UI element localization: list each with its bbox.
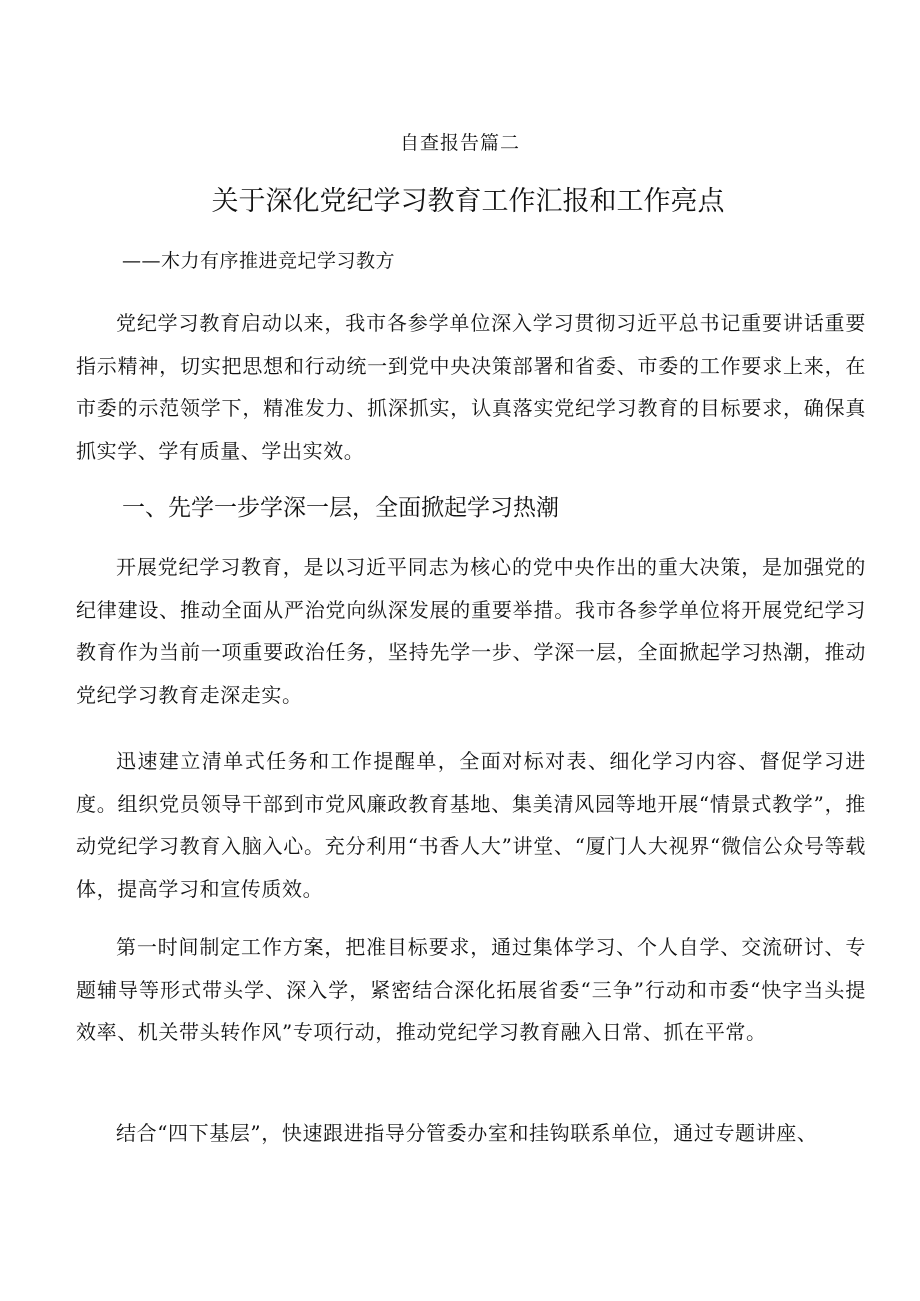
intro-paragraph: 党纪学习教育启动以来，我市各参学单位深入学习贯彻习近平总书记重要讲话重要指示精神，切实把思想和行动统一到党中央决策部署和省委、市委的工作要求上来，在市委的示范领学下，精准发力、抓深抓实，认真落实党纪学习教育的目标要求，确保真抓实学、学有质量、学出实效。 — [76, 311, 866, 463]
section-paragraph-1: 开展党纪学习教育，是以习近平同志为核心的党中央作出的重大决策，是加强党的纪律建设、推动全面从严治党向纵深发展的重要举措。我市各参学单位将开展党纪学习教育作为当前一项重要政治任务，坚持先学一步、学深一层，全面掀起学习热潮，推动党纪学习教育走深走实。 — [76, 555, 866, 707]
section-heading: 一、先学一步学深一层，全面掀起学习热潮 — [122, 495, 559, 521]
document-pre-title: 自查报告篇二 — [399, 132, 520, 154]
section-paragraph-4: 结合“四下基层”，快速跟进指导分管委办室和挂钩联系单位，通过专题讲座、 — [116, 1121, 818, 1145]
section-paragraph-2: 迅速建立清单式任务和工作提醒单，全面对标对表、细化学习内容、督促学习进度。组织党员领导干部到市党风廉政教育基地、集美清风园等地开展“情景式教学”，推动党纪学习教育入脑入心。充分利用“书香人大”讲堂、“厦门人大视界“微信公众号等载体，提高学习和宣传质效。 — [76, 749, 866, 901]
document-subtitle: ——木力有序推进竞圮学习教方 — [122, 250, 396, 272]
document-title: 关于深化党纪学习教育工作汇报和工作亮点 — [211, 186, 725, 217]
section-paragraph-3: 第一时间制定工作方案，把准目标要求，通过集体学习、个人自学、交流研讨、专题辅导等形式带头学、深入学，紧密结合深化拓展省委“三争”行动和市委“快字当头提效率、机关带头转作风”专项行动，推动党纪学习教育融入日常、抓在平常。 — [76, 935, 866, 1044]
